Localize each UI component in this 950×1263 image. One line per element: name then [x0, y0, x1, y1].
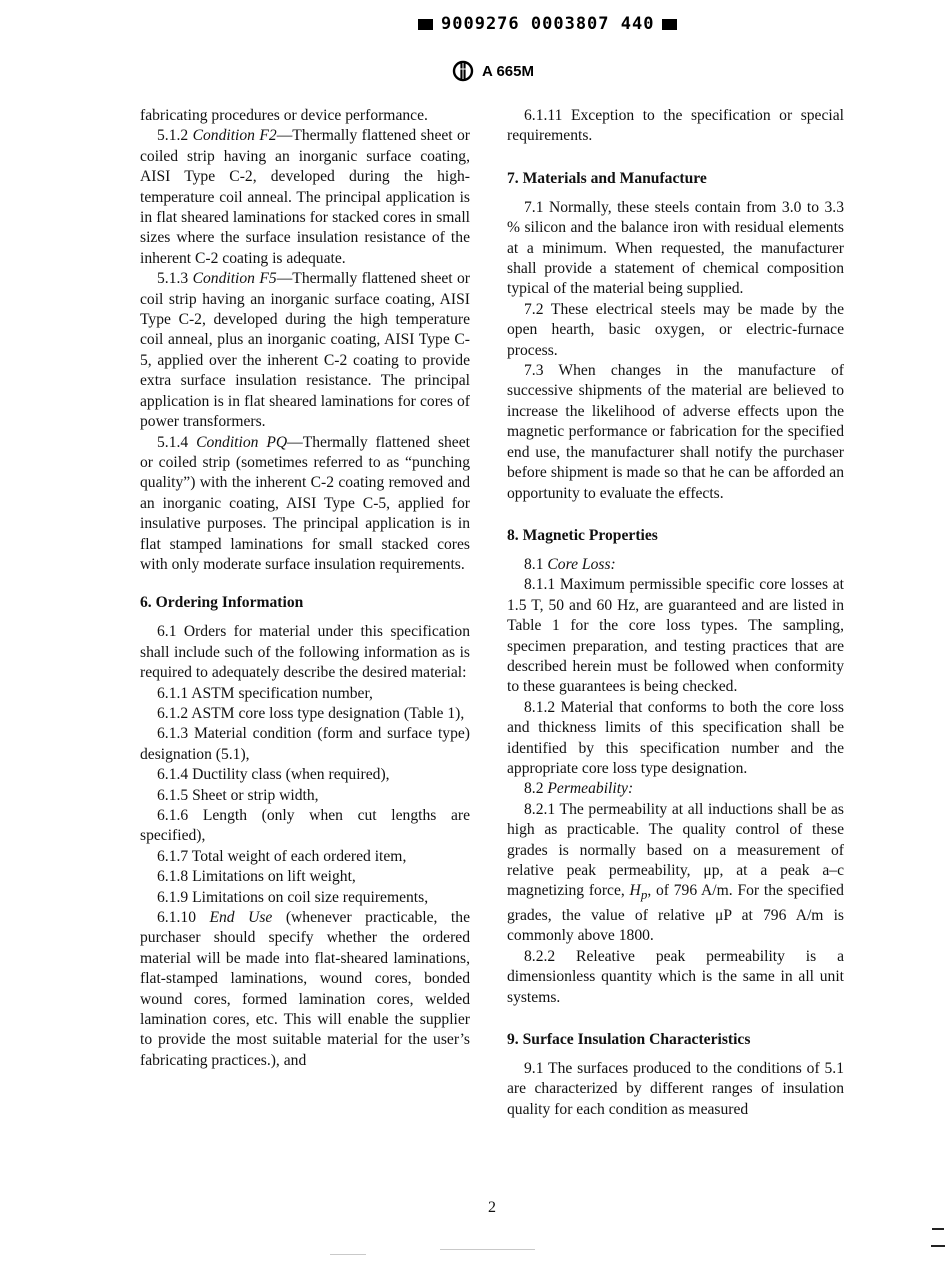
section-heading-surface-insulation: 9. Surface Insulation Characteristics	[507, 1030, 751, 1048]
continuation-paragraph: fabricating procedures or device performance.	[140, 107, 428, 124]
barcode-block-left	[418, 19, 433, 30]
magnetizing-force-symbol: H	[629, 882, 641, 900]
paragraph-6-1: 6.1 Orders for material under this specification shall include such of the following information as is required to adequately describe the desired material:	[140, 623, 470, 682]
paragraph-8-2-1: 8.2.1 The permeability at all inductions shall be as high as practicable. The quality control of these grades is normally based on a measurement of relative peak permeability, μp, at a peak a–c magnetizing force, $H_p$, of 796 A/m. For the specified grades, the value of relative μP at 796 A/m is commonly above 1800.	[507, 800, 844, 945]
paragraph-7-3: 7.3 When changes in the manufacture of successive shipments of the material are believed to increase the likelihood of adverse effects upon the magnetic performance or fabrication for the specified end use, the manufacturer shall notify the purchaser before shipment is made so that he can be afforded an opportunity to evaluate the effects.	[507, 362, 844, 502]
paragraph-8-1: 8.1 Core Loss:	[524, 555, 616, 573]
paragraph-6-1-4: 6.1.4 Ductility class (when required),	[157, 766, 390, 784]
core-loss-title: Core Loss:	[547, 555, 616, 573]
barcode-line	[418, 14, 677, 34]
page-header	[452, 60, 534, 82]
condition-title: Condition PQ	[196, 433, 288, 451]
paragraph-9-1: 9.1 The surfaces produced to the conditions of 5.1 are characterized by different ranges of insulation quality for each condition as measured	[507, 1059, 844, 1118]
paragraph-6-1-10: 6.1.10 End Use (whenever practicable, the purchaser should specify whether the ordered material will be made into flat-sheared laminations, flat-stamped laminations, wound cores, bonded wound cores, formed lamination cores, welded lamination cores, etc. This will enable the supplier to provide the most suitable material for the user’s fabricating practices.), and	[140, 909, 470, 1069]
paragraph-8-1-1: 8.1.1 Maximum permissible specific core losses at 1.5 T, 50 and 60 Hz, are guaranteed and are listed in Table 1 for the core loss types. The sampling, specimen preparation, and testing practices that are described herein must be followed when conformity to these guarantees is being checked.	[507, 576, 844, 696]
paragraph-5-1-3: 5.1.3 Condition F5—Thermally flattened sheet or coil strip having an inorganic surface coating, AISI Type C-2, developed during the high temperature coil anneal, plus an inorganic coating, AISI Type C-5, applied over the inherent C-2 coating to provide extra surface insulation resistance. The principal application is in flat sheared laminations for cores of power transformers.	[140, 270, 470, 431]
section-heading-materials-manufacture: 7. Materials and Manufacture	[507, 169, 707, 187]
paragraph-6-1-3: 6.1.3 Material condition (form and surface type) designation (5.1),	[140, 725, 470, 763]
section-heading-magnetic-properties: 8. Magnetic Properties	[507, 526, 658, 544]
condition-title: Condition F2	[192, 127, 277, 145]
paragraph-7-1: 7.1 Normally, these steels contain from 3.0 to 3.3 % silicon and the balance iron with residual elements at a minimum. When requested, the manufacturer shall provide a statement of chemical composition typical of the material being supplied.	[507, 198, 844, 298]
scan-mark	[440, 1249, 535, 1250]
paragraph-5-1-4: 5.1.4 Condition PQ—Thermally flattened sheet or coiled strip (sometimes referred to as “punching quality”) with the inherent C-2 coating removed and an inorganic coating, AISI Type C-5, applied for insulative purposes. The principal application is in flat stamped laminations for small stacked cores with only moderate surface insulation requirements.	[140, 433, 470, 573]
paragraph-8-2: 8.2 Permeability:	[524, 780, 634, 798]
end-use-title: End Use	[209, 909, 273, 927]
paragraph-6-1-6: 6.1.6 Length (only when cut lengths are specified),	[140, 807, 470, 845]
paragraph-8-2-2: 8.2.2 Releative peak permeability is a dimensionless quantity which is the same in all unit systems.	[507, 947, 844, 1006]
paragraph-6-1-5: 6.1.5 Sheet or strip width,	[157, 786, 319, 804]
barcode-text: 9009276 0003807 440	[441, 14, 655, 34]
standard-designation: A 665M	[482, 62, 534, 80]
paragraph-6-1-9: 6.1.9 Limitations on coil size requirements,	[157, 888, 429, 906]
paragraph-6-1-7: 6.1.7 Total weight of each ordered item,	[157, 847, 407, 865]
section-heading-ordering-information: 6. Ordering Information	[140, 594, 304, 612]
barcode-block-right	[662, 19, 677, 30]
condition-title: Condition F5	[192, 270, 277, 288]
right-column	[507, 106, 844, 1120]
permeability-symbol: μP	[714, 906, 732, 924]
scan-mark	[932, 1228, 944, 1230]
paragraph-6-1-11: 6.1.11 Exception to the specification or special requirements.	[507, 107, 844, 145]
paragraph-8-1-2: 8.1.2 Material that conforms to both the core loss and thickness limits of this specification shall be identified by this specification number and the appropriate core loss type designation.	[507, 698, 844, 777]
scan-mark	[931, 1245, 945, 1247]
astm-logo-icon	[452, 60, 474, 82]
permeability-title: Permeability:	[547, 780, 634, 798]
paragraph-5-1-2: 5.1.2 Condition F2—Thermally flattened sheet or coiled strip having an inorganic surface coating, AISI Type C-2, developed during the high-temperature coil anneal. The principal application is in flat sheared laminations for stacked cores in small sizes where the surface insulation resistance of the inherent C-2 coating is adequate.	[140, 127, 470, 267]
paragraph-6-1-2: 6.1.2 ASTM core loss type designation (Table 1),	[157, 704, 465, 722]
paragraph-6-1-1: 6.1.1 ASTM specification number,	[157, 684, 373, 702]
paragraph-6-1-8: 6.1.8 Limitations on lift weight,	[157, 868, 356, 886]
scan-mark	[330, 1254, 366, 1255]
page-number: 2	[488, 1199, 496, 1216]
paragraph-7-2: 7.2 These electrical steels may be made by the open hearth, basic oxygen, or electric-furnace process.	[507, 300, 844, 359]
left-column	[140, 106, 470, 1071]
